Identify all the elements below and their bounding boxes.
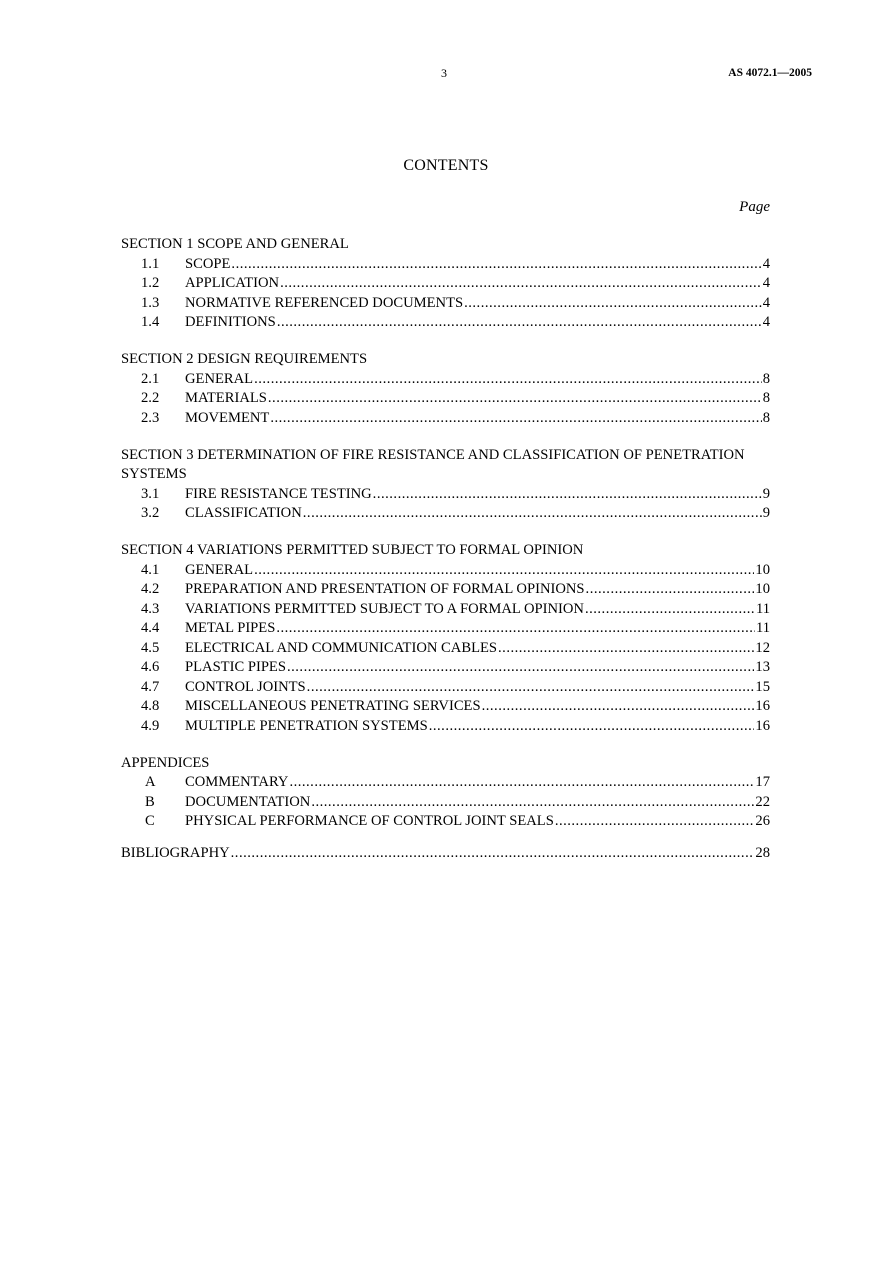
entry-title: PREPARATION AND PRESENTATION OF FORMAL OPINIONS	[185, 581, 585, 597]
toc-section	[121, 235, 770, 333]
section-heading: SECTION 1 SCOPE AND GENERAL	[121, 236, 349, 252]
entry-number: 1.4	[141, 314, 160, 330]
entry-number: 4.5	[141, 639, 160, 656]
entry-title: CONTROL JOINTS	[185, 678, 306, 695]
entry-page-number: 22	[755, 793, 770, 810]
toc-entry[interactable]	[121, 313, 770, 333]
dot-leader	[429, 717, 755, 737]
dot-leader	[498, 639, 754, 659]
page-column-label: Page	[739, 199, 770, 215]
entry-page-number: 11	[755, 600, 770, 617]
entry-page-number: 4	[762, 294, 770, 311]
entry-page-number: 13	[755, 659, 770, 675]
toc-entry[interactable]	[121, 409, 770, 429]
toc-entry[interactable]	[121, 812, 770, 832]
toc-entry[interactable]	[121, 561, 770, 581]
dot-leader	[276, 619, 755, 639]
bibliography-title: BIBLIOGRAPHY	[121, 845, 230, 861]
entry-page-number: 4	[762, 275, 770, 291]
entry-page-number: 8	[762, 370, 770, 387]
entry-number: 4.3	[141, 600, 160, 617]
entry-page-number: 16	[755, 717, 770, 734]
toc-entry[interactable]	[121, 294, 770, 314]
entry-title: ELECTRICAL AND COMMUNICATION CABLES	[185, 639, 498, 656]
toc-entry[interactable]	[121, 639, 770, 659]
toc-entry[interactable]	[121, 658, 770, 678]
page-number: 3	[441, 66, 447, 80]
entry-page-number: 17	[755, 774, 770, 790]
entry-page-number: 8	[762, 409, 770, 426]
entry-page-number: 26	[755, 813, 770, 829]
entry-number: 1.3	[141, 294, 160, 311]
entry-title: CLASSIFICATION	[185, 505, 302, 521]
toc-entry[interactable]	[121, 600, 770, 620]
dot-leader	[280, 274, 762, 294]
dot-leader	[311, 793, 754, 813]
dot-leader	[287, 658, 754, 678]
toc-entry[interactable]	[121, 485, 770, 505]
dot-leader	[373, 485, 762, 505]
dot-leader	[586, 580, 755, 600]
dot-leader	[303, 504, 762, 524]
entry-title: GENERAL	[185, 561, 254, 578]
dot-leader	[307, 678, 755, 698]
contents-title: CONTENTS	[403, 157, 489, 174]
entry-title: PLASTIC PIPES	[185, 659, 286, 675]
dot-leader	[585, 600, 755, 620]
dot-leader	[231, 255, 761, 275]
dot-leader	[555, 812, 755, 832]
section-heading: SECTION 4 VARIATIONS PERMITTED SUBJECT TO FORMAL OPINION	[121, 542, 584, 558]
dot-leader	[254, 561, 754, 581]
entry-title: DOCUMENTATION	[185, 793, 311, 810]
entry-number: 4.4	[141, 620, 160, 636]
entry-page-number: 15	[755, 678, 770, 695]
entry-title: COMMENTARY	[185, 774, 289, 790]
entry-number: 3.1	[141, 485, 160, 502]
dot-leader	[277, 313, 762, 333]
toc-entry[interactable]	[121, 717, 770, 737]
table-of-contents	[121, 235, 770, 864]
section-heading: SECTION 3 DETERMINATION OF FIRE RESISTANCE AND CLASSIFICATION OF PENETRATION SYSTEMS	[121, 446, 745, 482]
entry-title: GENERAL	[185, 370, 254, 387]
entry-page-number: 12	[755, 639, 770, 656]
dot-leader	[270, 409, 761, 429]
section-heading: APPENDICES	[121, 754, 210, 771]
dot-leader	[482, 697, 755, 717]
entry-number: 4.1	[141, 561, 160, 578]
entry-number: 2.2	[141, 390, 160, 406]
document-id: AS 4072.1—2005	[728, 67, 812, 79]
entry-title: APPLICATION	[185, 275, 280, 291]
toc-entry[interactable]	[121, 697, 770, 717]
entry-page-number: 10	[755, 581, 770, 597]
toc-entry[interactable]	[121, 580, 770, 600]
toc-entry[interactable]	[121, 678, 770, 698]
entry-title: VARIATIONS PERMITTED SUBJECT TO A FORMAL OPINION	[185, 600, 584, 617]
dot-leader	[289, 773, 754, 793]
toc-section	[121, 350, 770, 428]
toc-section	[121, 541, 770, 736]
entry-number: A	[145, 774, 156, 790]
entry-page-number: 10	[755, 561, 770, 578]
toc-section	[121, 754, 770, 832]
entry-title: FIRE RESISTANCE TESTING	[185, 485, 372, 502]
entry-title: SCOPE	[185, 255, 231, 272]
entry-title: DEFINITIONS	[185, 314, 276, 330]
dot-leader	[464, 294, 762, 314]
entry-number: 2.3	[141, 409, 160, 426]
entry-number: C	[145, 813, 155, 829]
dot-leader	[254, 370, 762, 390]
entry-page-number: 4	[762, 255, 770, 272]
entry-page-number: 4	[762, 314, 770, 330]
dot-leader	[268, 389, 762, 409]
toc-entry-bibliography[interactable]	[121, 844, 770, 864]
entry-page-number: 11	[755, 620, 770, 636]
entry-number: 1.2	[141, 275, 160, 291]
entry-title: MISCELLANEOUS PENETRATING SERVICES	[185, 698, 481, 714]
section-heading: SECTION 2 DESIGN REQUIREMENTS	[121, 351, 368, 367]
entry-number: 3.2	[141, 505, 160, 521]
entry-title: MULTIPLE PENETRATION SYSTEMS	[185, 717, 428, 734]
toc-entry[interactable]	[121, 274, 770, 294]
bibliography-page-number: 28	[755, 845, 770, 861]
entry-title: MOVEMENT	[185, 409, 270, 426]
entry-number: B	[145, 793, 155, 810]
toc-entry[interactable]	[121, 793, 770, 813]
entry-number: 4.8	[141, 698, 160, 714]
entry-number: 4.6	[141, 659, 160, 675]
entry-title: PHYSICAL PERFORMANCE OF CONTROL JOINT SEALS	[185, 813, 554, 829]
entry-number: 4.2	[141, 581, 160, 597]
entry-title: METAL PIPES	[185, 620, 276, 636]
dot-leader	[231, 844, 755, 864]
entry-page-number: 9	[762, 505, 770, 521]
entry-page-number: 8	[762, 390, 770, 406]
toc-entry[interactable]	[121, 619, 770, 639]
entry-number: 4.9	[141, 717, 160, 734]
toc-entry[interactable]	[121, 389, 770, 409]
toc-entry[interactable]	[121, 773, 770, 793]
entry-number: 2.1	[141, 370, 160, 387]
entry-number: 4.7	[141, 678, 160, 695]
toc-section	[121, 446, 770, 524]
entry-title: NORMATIVE REFERENCED DOCUMENTS	[185, 294, 464, 311]
toc-entry[interactable]	[121, 504, 770, 524]
entry-number: 1.1	[141, 255, 160, 272]
entry-title: MATERIALS	[185, 390, 267, 406]
entry-page-number: 9	[762, 485, 770, 502]
entry-page-number: 16	[755, 698, 770, 714]
toc-entry[interactable]	[121, 255, 770, 275]
toc-entry[interactable]	[121, 370, 770, 390]
